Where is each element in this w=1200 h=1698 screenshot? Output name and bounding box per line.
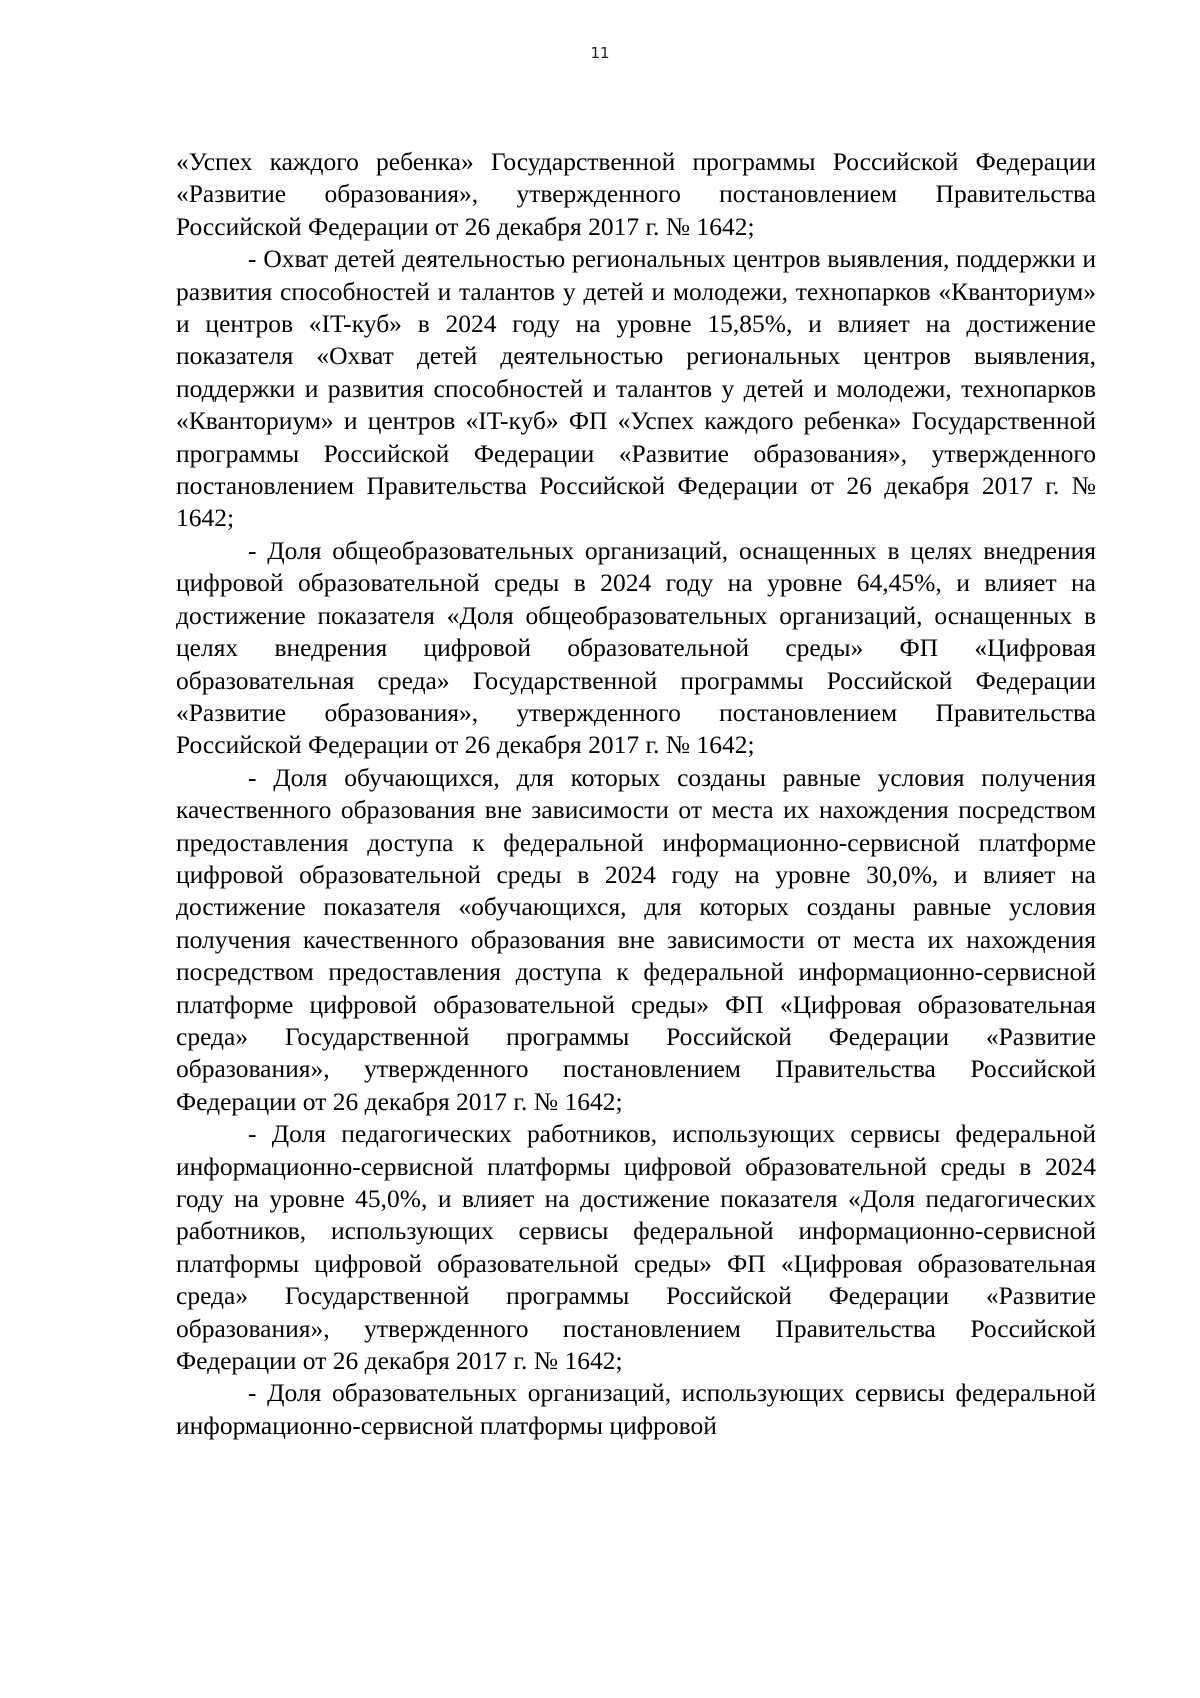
paragraph-students-equal-conditions: - Доля обучающихся, для которых созданы равные условия получения качественного образования вне зависимости от места их нахождения посредством предоставления доступа к федеральной информационно-сервисной платформе цифровой образовательной среды в 2024 году на уровне 30,0%, и влияет на достижение показателя «обучающихся, для которых созданы равные условия получения качественного образования вне зависимости от места их нахождения посредством предоставления доступа к федеральной информационно-сервисной платформе цифровой образовательной среды» ФП «Цифровая образовательная среда» Государственной программы Российской Федерации «Развитие образования», утвержденного постановлением Правительства Российской Федерации от 26 декабря 2017 г. № 1642;: [176, 762, 1096, 1116]
paragraph-kvantorium-coverage: - Охват детей деятельностью региональных центров выявления, поддержки и развития способностей и талантов у детей и молодежи, технопарков «Кванториум» и центров «IT-куб» в 2024 году на уровне 15,85%, и влияет на достижение показателя «Охват детей деятельностью региональных центров выявления, поддержки и развития способностей и талантов у детей и молодежи, технопарков «Кванториум» и центров «IT-куб» ФП «Успех каждого ребенка» Государственной программы Российской Федерации «Развитие образования», утвержденного постановлением Правительства Российской Федерации от 26 декабря 2017 г. № 1642;: [176, 244, 1096, 533]
document-body: [176, 146, 1096, 1442]
paragraph-continuation: «Успех каждого ребенка» Государственной программы Российской Федерации «Развитие образования», утвержденного постановлением Правительства Российской Федерации от 26 декабря 2017 г. № 1642;: [176, 147, 1096, 241]
paragraph-digital-environment-schools: - Доля общеобразовательных организаций, оснащенных в целях внедрения цифровой образовательной среды в 2024 году на уровне 64,45%, и влияет на достижение показателя «Доля общеобразовательных организаций, оснащенных в целях внедрения цифровой образовательной среды» ФП «Цифровая образовательная среда» Государственной программы Российской Федерации «Развитие образования», утвержденного постановлением Правительства Российской Федерации от 26 декабря 2017 г. № 1642;: [176, 535, 1096, 760]
page-number: 11: [590, 44, 610, 62]
paragraph-teachers-platform-use: - Доля педагогических работников, использующих сервисы федеральной информационно-сервисной платформы цифровой образовательной среды в 2024 году на уровне 45,0%, и влияет на достижение показателя «Доля педагогических работников, использующих сервисы федеральной информационно-сервисной платформы цифровой образовательной среды» ФП «Цифровая образовательная среда» Государственной программы Российской Федерации «Развитие образования», утвержденного постановлением Правительства Российской Федерации от 26 декабря 2017 г. № 1642;: [176, 1119, 1096, 1376]
paragraph-organizations-platform-use: - Доля образовательных организаций, использующих сервисы федеральной информационно-сервисной платформы цифровой: [176, 1378, 1096, 1440]
